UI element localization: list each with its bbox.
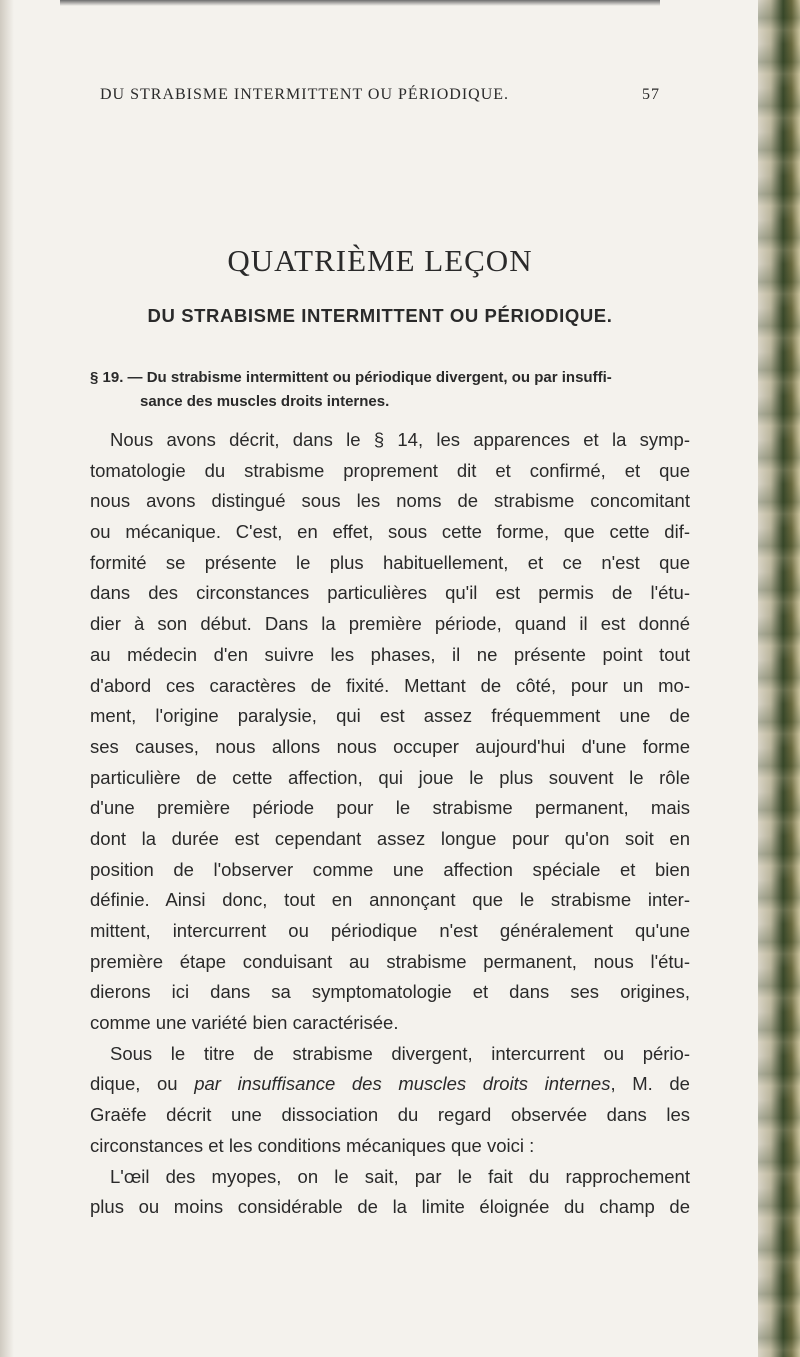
book-binding-edge: [758, 0, 800, 1357]
text-line: Sous le titre de strabisme divergent, intercurrent ou pério-: [110, 1042, 690, 1064]
text-line: nous avons distingué sous les noms de strabisme concomitant: [90, 490, 690, 512]
text-line: dans des circonstances particulières qu'il est permis de l'étu-: [90, 582, 690, 604]
text-line: L'œil des myopes, on le sait, par le fait du rapprochement: [110, 1165, 690, 1187]
chapter-subtitle: DU STRABISME INTERMITTENT OU PÉRIODIQUE.: [147, 305, 613, 326]
text-line: au médecin d'en suivre les phases, il ne présente point tout: [90, 643, 690, 665]
running-head: [100, 80, 660, 110]
italic-phrase: par insuffisance des muscles droits internes: [194, 1073, 611, 1095]
text-line: circonstances et les conditions mécaniques que voici :: [90, 1134, 535, 1156]
text-line: Graëfe décrit une dissociation du regard observée dans les: [90, 1104, 690, 1126]
text-line: dont la durée est cependant assez longue pour qu'on soit en: [90, 827, 690, 849]
text-line: position de l'observer comme une affection spéciale et bien: [90, 858, 690, 880]
text-line: première étape conduisant au strabisme permanent, nous l'étu-: [90, 950, 690, 972]
text-line: comme une variété bien caractérisée.: [90, 1012, 399, 1034]
text-line: ment, l'origine paralysie, qui est assez fréquemment une de: [90, 705, 690, 727]
text-line: d'une première période pour le strabisme permanent, mais: [90, 797, 690, 819]
text-line: particulière de cette affection, qui joue le plus souvent le rôle: [90, 766, 690, 788]
text-line: dier à son début. Dans la première période, quand il est donné: [90, 613, 690, 635]
text-line: formité se présente le plus habituellement, et ce n'est que: [90, 551, 690, 573]
body-text: [90, 425, 690, 1223]
running-head-title: DU STRABISME INTERMITTENT OU PÉRIODIQUE.: [100, 86, 510, 103]
text-line: [90, 1069, 690, 1100]
text-line: tomatologie du strabisme proprement dit et confirmé, et que: [90, 459, 690, 481]
section-heading-line: sance des muscles droits internes.: [140, 393, 390, 410]
text-segment: dique, ou: [90, 1073, 195, 1095]
text-line: ses causes, nous allons nous occuper aujourd'hui d'une forme: [90, 735, 690, 757]
text-line: ou mécanique. C'est, en effet, sous cette forme, que cette dif-: [90, 521, 690, 543]
text-segment: , M. de: [610, 1073, 690, 1095]
page-number: 57: [642, 86, 660, 103]
top-edge-shadow: [60, 0, 660, 6]
text-line: définie. Ainsi donc, tout en annonçant que le strabisme inter-: [90, 889, 690, 911]
chapter-title: QUATRIÈME LEÇON: [227, 243, 533, 278]
left-page-edge: [0, 0, 14, 1357]
section-heading-line: § 19. — Du strabisme intermittent ou périodique divergent, ou par insuffi-: [90, 369, 612, 386]
text-line: d'abord ces caractères de fixité. Mettant de côté, pour un mo-: [90, 674, 690, 696]
text-line: mittent, intercurrent ou périodique n'est généralement qu'une: [90, 920, 690, 941]
text-line: plus ou moins considérable de la limite éloignée du champ de: [90, 1196, 690, 1218]
section-heading: [90, 366, 690, 414]
text-line: dierons ici dans sa symptomatologie et dans ses origines,: [90, 981, 690, 1003]
text-line: Nous avons décrit, dans le § 14, les apparences et la symp-: [110, 429, 690, 450]
